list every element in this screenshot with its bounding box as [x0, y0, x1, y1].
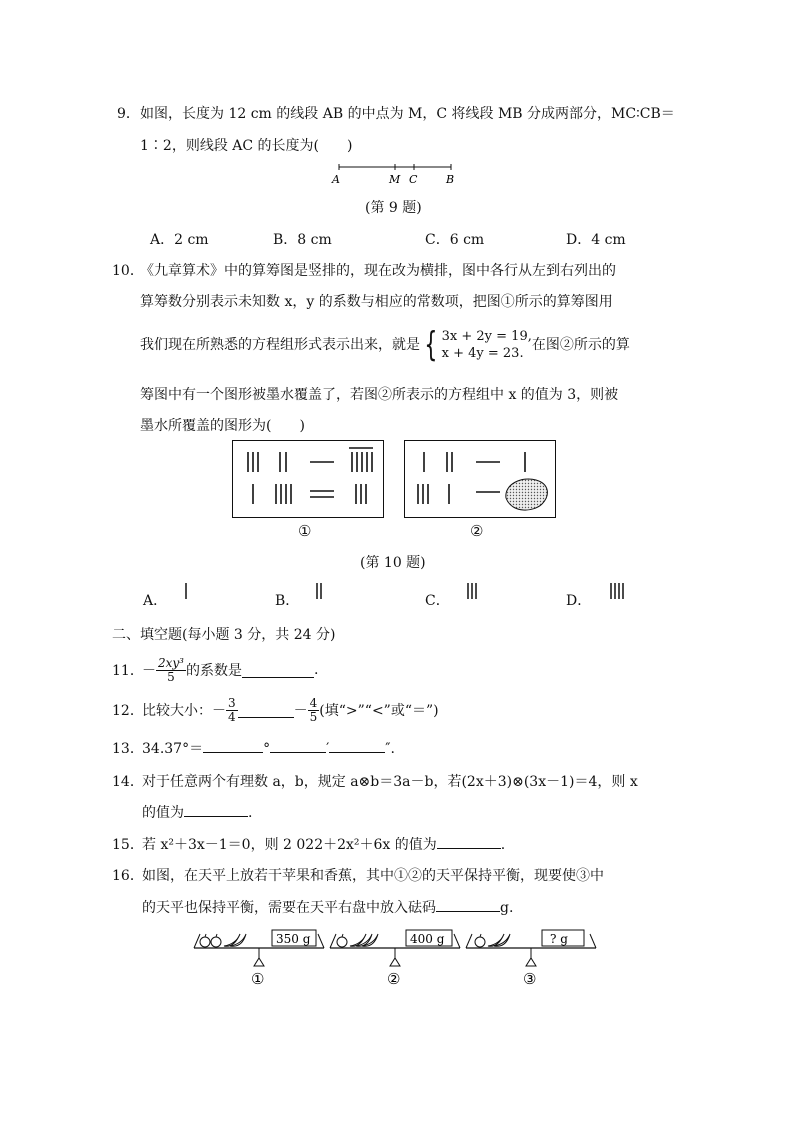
q11-minus: － — [142, 663, 156, 679]
q9-option-c: C．6 cm — [425, 232, 485, 248]
figure-2-label: ② — [470, 522, 484, 540]
label-m: M — [389, 173, 401, 186]
option-a-rods — [180, 582, 192, 602]
apple-icon — [475, 934, 485, 947]
q12-text: 比较大小：－ — [142, 703, 226, 719]
q14-number: 14． — [112, 774, 144, 790]
label-c: C — [409, 173, 418, 186]
q11 — [112, 650, 318, 690]
balance-2 — [326, 926, 466, 990]
q12-numerator-2: 4 — [309, 695, 318, 710]
counting-rod-figure-1 — [232, 440, 384, 520]
q14-line1: 对于任意两个有理数 a，b，规定 a⊗b＝3a－b，若(2x＋3)⊗(3x－1)＝4，则 x — [142, 774, 638, 790]
label-a: A — [332, 173, 340, 186]
q10-number: 10． — [112, 263, 144, 279]
q12-denominator-2: 5 — [309, 709, 318, 724]
q11-text: 的系数是 — [186, 663, 242, 679]
balance-label: ③ — [523, 970, 537, 988]
section-2-title: 二、填空题(每小题 3 分，共 24 分) — [112, 627, 336, 643]
q13-deg-symbol: ° — [263, 741, 271, 757]
q9-segment-figure — [325, 160, 465, 186]
q16-answer-blank[interactable] — [436, 897, 500, 912]
label-b: B — [446, 173, 455, 186]
q11-fraction — [156, 657, 186, 684]
equation-1: 3x + 2y = 19, — [441, 329, 532, 344]
option-c-rods — [464, 582, 480, 602]
apple-icon — [211, 934, 221, 947]
q10-option-a: A． — [143, 593, 168, 609]
q14-line2-end: . — [248, 805, 253, 821]
equation-2: x + 4y = 23. — [441, 346, 524, 361]
q10-line3-post: 在图②所示的算 — [531, 337, 630, 353]
q13 — [112, 738, 395, 758]
q13-minutes-blank[interactable] — [270, 738, 326, 753]
q13-min-symbol: ′ — [326, 741, 330, 757]
q13-sec-symbol: ″. — [385, 741, 395, 757]
q11-number: 11． — [112, 663, 144, 679]
q15-text: 若 x²＋3x－1＝0，则 2 022＋2x²＋6x 的值为 — [142, 837, 437, 853]
q10-caption: (第 10 题) — [360, 555, 426, 571]
equation-system — [442, 328, 532, 362]
weight-label: 400 g — [410, 932, 445, 946]
ink-blot-icon — [506, 479, 548, 510]
rods-row-1 — [424, 452, 525, 472]
q14-line2 — [142, 802, 252, 822]
apple-icon — [200, 934, 210, 947]
figure-1-frame — [233, 441, 384, 518]
q9-line2: 1∶2，则线段 AC 的长度为( ) — [140, 138, 353, 154]
q15-number: 15． — [112, 837, 144, 853]
fulcrum-icon — [390, 958, 400, 966]
q10-option-b: B． — [275, 593, 300, 609]
q10-line5: 墨水所覆盖的图形为( ) — [140, 418, 305, 434]
balance-1 — [190, 926, 330, 990]
q12-numerator-1: 3 — [228, 695, 236, 710]
q12-tail: (填“>”“<”或“＝”) — [319, 703, 439, 719]
q11-numerator: 2xy³ — [158, 655, 184, 670]
q14-answer-blank[interactable] — [184, 802, 248, 817]
q12-minus-2: － — [293, 703, 308, 719]
q9-option-d: D．4 cm — [566, 232, 626, 248]
q12-fraction-1 — [226, 697, 238, 724]
fulcrum-icon — [526, 958, 536, 966]
q10-line1: 《九章算术》中的算筹图是竖排的，现在改为横排，图中各行从左到右列出的 — [140, 263, 616, 279]
balance-label: ① — [251, 970, 265, 988]
q13-text: 34.37°＝ — [142, 741, 204, 757]
q10-option-c: C． — [425, 593, 450, 609]
brace-icon: { — [424, 325, 438, 365]
figure-1-label: ① — [298, 522, 312, 540]
q11-end: . — [314, 662, 319, 678]
q12-number: 12． — [112, 703, 144, 719]
weight-label: 350 g — [276, 932, 311, 946]
weight-label: ? g — [550, 932, 568, 946]
q15 — [112, 834, 505, 854]
rods-row-2 — [253, 484, 366, 504]
rods-row-1 — [248, 448, 373, 472]
q10-option-d: D． — [566, 593, 592, 609]
q11-answer-blank[interactable] — [242, 663, 314, 678]
q10-line3-pre: 我们现在所熟悉的方程组形式表示出来，就是 — [140, 337, 420, 353]
option-d-rods — [608, 582, 628, 602]
q9-line1: 如图，长度为 12 cm 的线段 AB 的中点为 M，C 将线段 MB 分成两部分，MC∶CB＝ — [140, 106, 675, 122]
q16-line2-end: g. — [500, 900, 514, 916]
q9-option-b: B．8 cm — [273, 232, 332, 248]
apple-icon — [337, 934, 347, 947]
balance-label: ② — [387, 970, 401, 988]
q12-fraction-2 — [308, 697, 320, 724]
q13-degrees-blank[interactable] — [203, 738, 263, 753]
q16-line1: 如图，在天平上放若干苹果和香蕉，其中①②的天平保持平衡，现要使③中 — [142, 868, 604, 884]
fulcrum-icon — [254, 958, 264, 966]
balance-3 — [462, 926, 602, 990]
q11-denominator: 5 — [167, 669, 175, 684]
q9-caption: (第 9 题) — [365, 200, 422, 216]
q16-line2-pre: 的天平也保持平衡，需要在天平右盘中放入砝码 — [142, 900, 436, 916]
option-b-rods — [312, 582, 326, 602]
q13-number: 13． — [112, 741, 144, 757]
q12-answer-blank[interactable] — [238, 703, 294, 718]
q16-line2 — [142, 897, 513, 917]
q10-line4: 筹图中有一个图形被墨水覆盖了，若图②所表示的方程组中 x 的值为 3，则被 — [140, 387, 619, 403]
rods-row-2 — [418, 484, 500, 504]
q15-end: . — [500, 837, 506, 853]
q9-number: 9． — [117, 106, 140, 122]
counting-rod-figure-2 — [404, 440, 556, 520]
q12 — [112, 690, 439, 730]
q9-option-a: A．2 cm — [150, 232, 209, 248]
q14-line2-pre: 的值为 — [142, 805, 184, 821]
q10-line3 — [140, 325, 630, 365]
q15-answer-blank[interactable] — [437, 834, 501, 849]
q13-seconds-blank[interactable] — [329, 738, 385, 753]
q12-denominator-1: 4 — [228, 709, 236, 724]
q10-line2: 算筹数分别表示未知数 x，y 的系数与相应的常数项，把图①所示的算筹图用 — [140, 294, 613, 310]
q16-number: 16． — [112, 868, 144, 884]
